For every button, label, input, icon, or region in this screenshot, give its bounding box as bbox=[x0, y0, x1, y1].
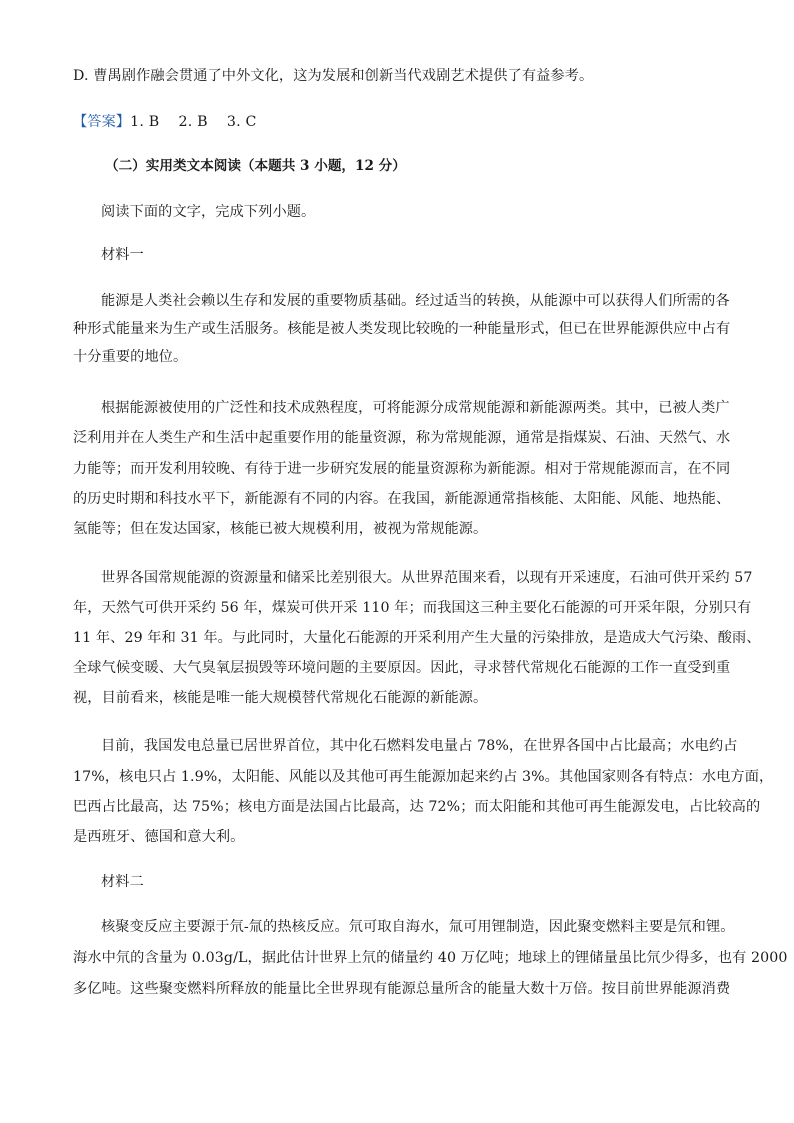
answer-values: 1. B 2. B 3. C bbox=[130, 114, 257, 130]
paragraph-line: 泛利用并在人类生产和生活中起重要作用的能量资源，称为常规能源，通常是指煤炭、石油、天然气、水 bbox=[73, 430, 731, 446]
paragraph-line: 视，目前看来，核能是唯一能大规模替代常规化石能源的新能源。 bbox=[73, 690, 488, 706]
paragraph-line: 海水中氘的含量为 0.03g/L，据此估计世界上氘的储量约 40 万亿吨；地球上的锂储量虽比氘少得多，也有 2000 bbox=[73, 950, 788, 966]
material2-heading: 材料二 bbox=[101, 874, 144, 890]
instruction-text: 阅读下面的文字，完成下列小题。 bbox=[101, 204, 316, 220]
paragraph-line: 种形式能量来为生产或生活服务。核能是被人类发现比较晚的一种能量形式，但已在世界能源供应中占有 bbox=[73, 321, 731, 337]
paragraph-line: 巴西占比最高，达 75%；核电方面是法国占比最高，达 72%；而太阳能和其他可再生能源发电，占比较高的 bbox=[73, 799, 761, 815]
paragraph-line: 十分重要的地位。 bbox=[73, 349, 188, 365]
section-title: （二）实用类文本阅读（本题共 3 小题，12 分） bbox=[105, 158, 406, 174]
paragraph-line: 多亿吨。这些聚变燃料所释放的能量比全世界现有能源总量所含的能量大数十万倍。按目前世界能源消费 bbox=[73, 981, 731, 997]
paragraph-line: 全球气候变暖、大气臭氧层损毁等环境问题的主要原因。因此，寻求替代常规化石能源的工作一直受到重 bbox=[73, 660, 731, 676]
paragraph-line: 根据能源被使用的广泛性和技术成熟程度，可将能源分成常规能源和新能源两类。其中，已被人类广 bbox=[101, 400, 730, 416]
answer-label: 【答案】 bbox=[73, 114, 131, 130]
paragraph-line: 氢能等；但在发达国家，核能已被大规模利用，被视为常规能源。 bbox=[73, 521, 488, 537]
answer-line bbox=[73, 112, 257, 132]
paragraph-line: 11 年、29 年和 31 年。与此同时，大量化石能源的开采利用产生大量的污染排放，是造成大气污染、酸雨、 bbox=[73, 630, 761, 646]
paragraph-line: 的历史时期和科技水平下，新能源有不同的内容。在我国，新能源通常指核能、太阳能、风能、地热能、 bbox=[73, 491, 731, 507]
paragraph-line: 目前，我国发电总量已居世界首位，其中化石燃料发电量占 78%，在世界各国中占比最高；水电约占 bbox=[101, 738, 738, 754]
paragraph-line: 是西班牙、德国和意大利。 bbox=[73, 829, 245, 845]
option-d-text: D. 曹禺剧作融会贯通了中外文化，这为发展和创新当代戏剧艺术提供了有益参考。 bbox=[73, 68, 594, 84]
paragraph-line: 能源是人类社会赖以生存和发展的重要物质基础。经过适当的转换，从能源中可以获得人们所需的各 bbox=[101, 293, 730, 309]
paragraph-line: 力能等；而开发利用较晚、有待于进一步研究发展的能量资源称为新能源。相对于常规能源而言，在不同 bbox=[73, 461, 731, 477]
paragraph-line: 17%，核电只占 1.9%，太阳能、风能以及其他可再生能源加起来约占 3%。其他国家则各有特点：水电方面， bbox=[73, 769, 774, 785]
paragraph-line: 核聚变反应主要源于氘-氚的热核反应。氘可取自海水，氚可用锂制造，因此聚变燃料主要是氘和锂。 bbox=[101, 919, 735, 935]
paragraph-line: 世界各国常规能源的资源量和储采比差别很大。从世界范围来看，以现有开采速度，石油可供开采约 57 bbox=[101, 570, 753, 586]
paragraph-line: 年，天然气可供开采约 56 年，煤炭可供开采 110 年；而我国这三种主要化石能源的可开采年限，分别只有 bbox=[73, 600, 752, 616]
material1-heading: 材料一 bbox=[101, 247, 144, 263]
